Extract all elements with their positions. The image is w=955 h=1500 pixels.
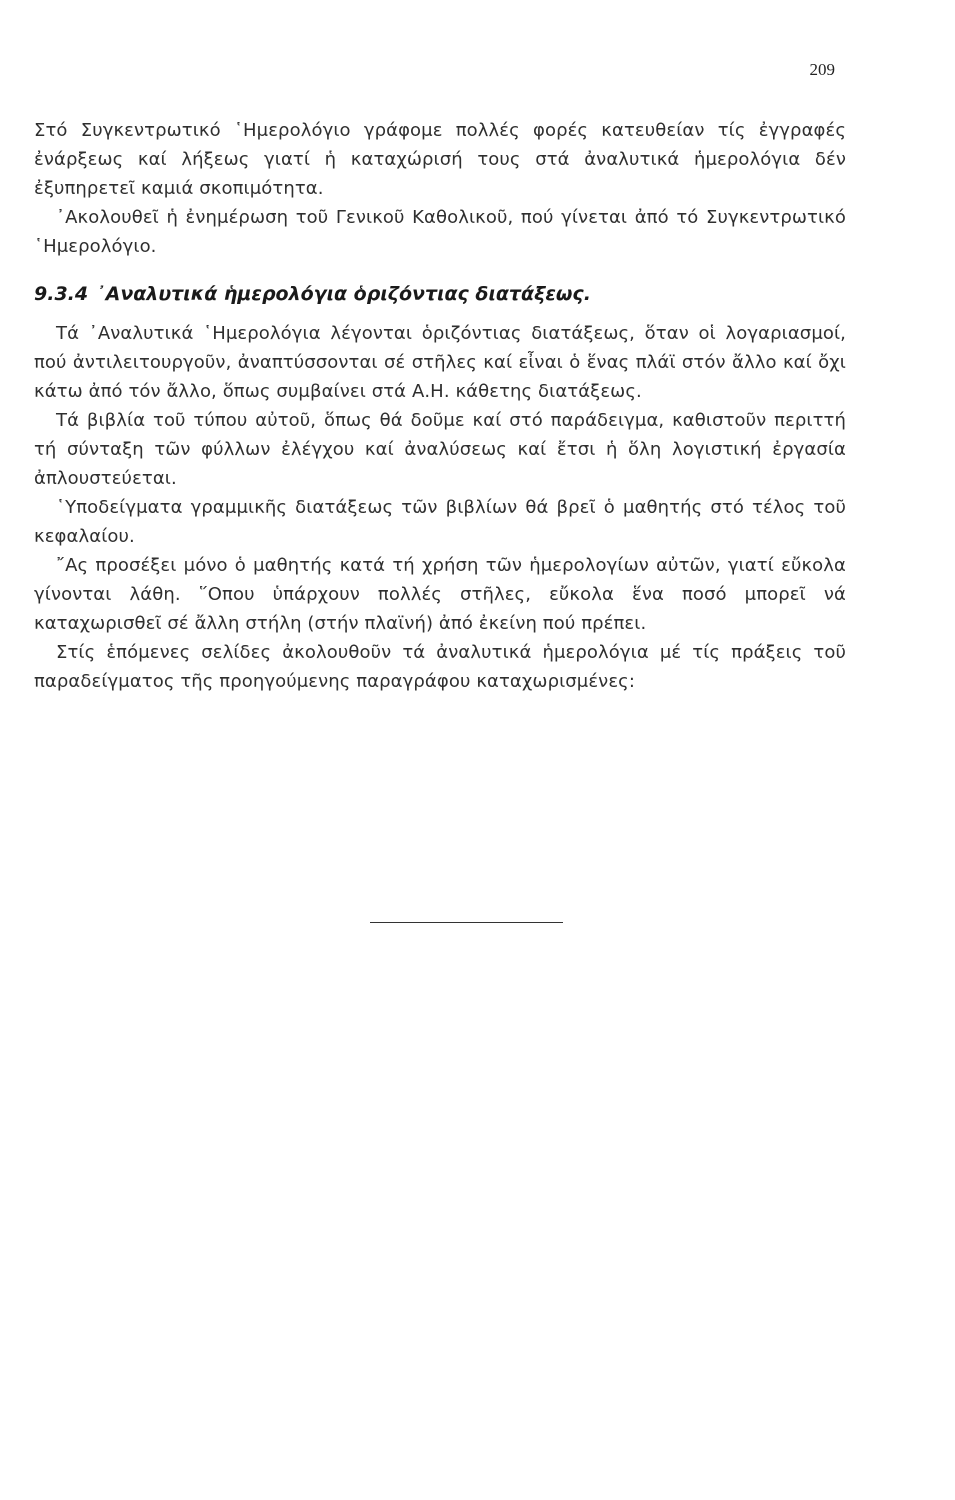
section-body <box>34 319 846 696</box>
section-number: 9.3.4 <box>34 283 89 305</box>
section-heading <box>34 283 591 305</box>
intro-paragraph-2: ᾽Ακολουθεῖ ἡ ἐνημέρωση τοῦ Γενικοῦ Καθολικοῦ, πού γίνεται ἀπό τό Συγκεντρωτικό ῾Ημερολόγιο. <box>34 207 846 257</box>
section-paragraph: ῎Ας προσέξει μόνο ὁ μαθητής κατά τή χρήση τῶν ἡμερολογίων αὐτῶν, γιατί εὔκολα γίνονται λάθη. ῞Οπου ὑπάρχουν πολλές στῆλες, εὔκολα ἕνα ποσό μπορεῖ νά καταχωρισθεῖ σέ ἄλλη στήλη (στήν πλαϊνή) ἀπό ἐκείνη πού πρέπει. <box>34 555 846 634</box>
page-number: 209 <box>809 60 835 79</box>
intro-text <box>34 116 846 261</box>
section-paragraph: ῾Υποδείγματα γραμμικῆς διατάξεως τῶν βιβλίων θά βρεῖ ὁ μαθητής στό τέλος τοῦ κεφαλαίου. <box>34 497 846 547</box>
intro-paragraph-1: Στό Συγκεντρωτικό ῾Ημερολόγιο γράφομε πολλές φορές κατευθείαν τίς ἐγγραφές ἐνάρξεως καί λήξεως γιατί ἡ καταχώρισή τους στά ἀναλυτικά ἡμερολόγια δέν ἐξυπηρετεῖ καμιά σκοπιμότητα. <box>34 120 846 199</box>
section-paragraph: Τά βιβλία τοῦ τύπου αὐτοῦ, ὅπως θά δοῦμε καί στό παράδειγμα, καθιστοῦν περιττή τή σύνταξη τῶν φύλλων ἐλέγχου καί ἀναλύσεως καί ἔτσι ἡ ὅλη λογιστική ἐργασία ἀπλουστεύεται. <box>34 410 846 489</box>
section-paragraph: Τά ᾽Αναλυτικά ῾Ημερολόγια λέγονται ὁριζόντιας διατάξεως, ὅταν οἱ λογαριασμοί, πού ἀντιλειτουργοῦν, ἀναπτύσσονται σέ στῆλες καί εἶναι ὁ ἕνας πλάϊ στόν ἄλλο καί ὄχι κάτω ἀπό τόν ἄλλο, ὅπως συμβαίνει στά Α.Η. κάθετης διατάξεως. <box>34 323 846 402</box>
section-title: ᾽Αναλυτικά ἡμερολόγια ὁριζόντιας διατάξεως. <box>96 283 591 305</box>
section-end-rule <box>370 922 563 923</box>
section-paragraph: Στίς ἑπόμενες σελίδες ἀκολουθοῦν τά ἀναλυτικά ἡμερολόγια μέ τίς πράξεις τοῦ παραδείγματος τῆς προηγούμενης παραγράφου καταχωρισμένες: <box>34 642 846 692</box>
